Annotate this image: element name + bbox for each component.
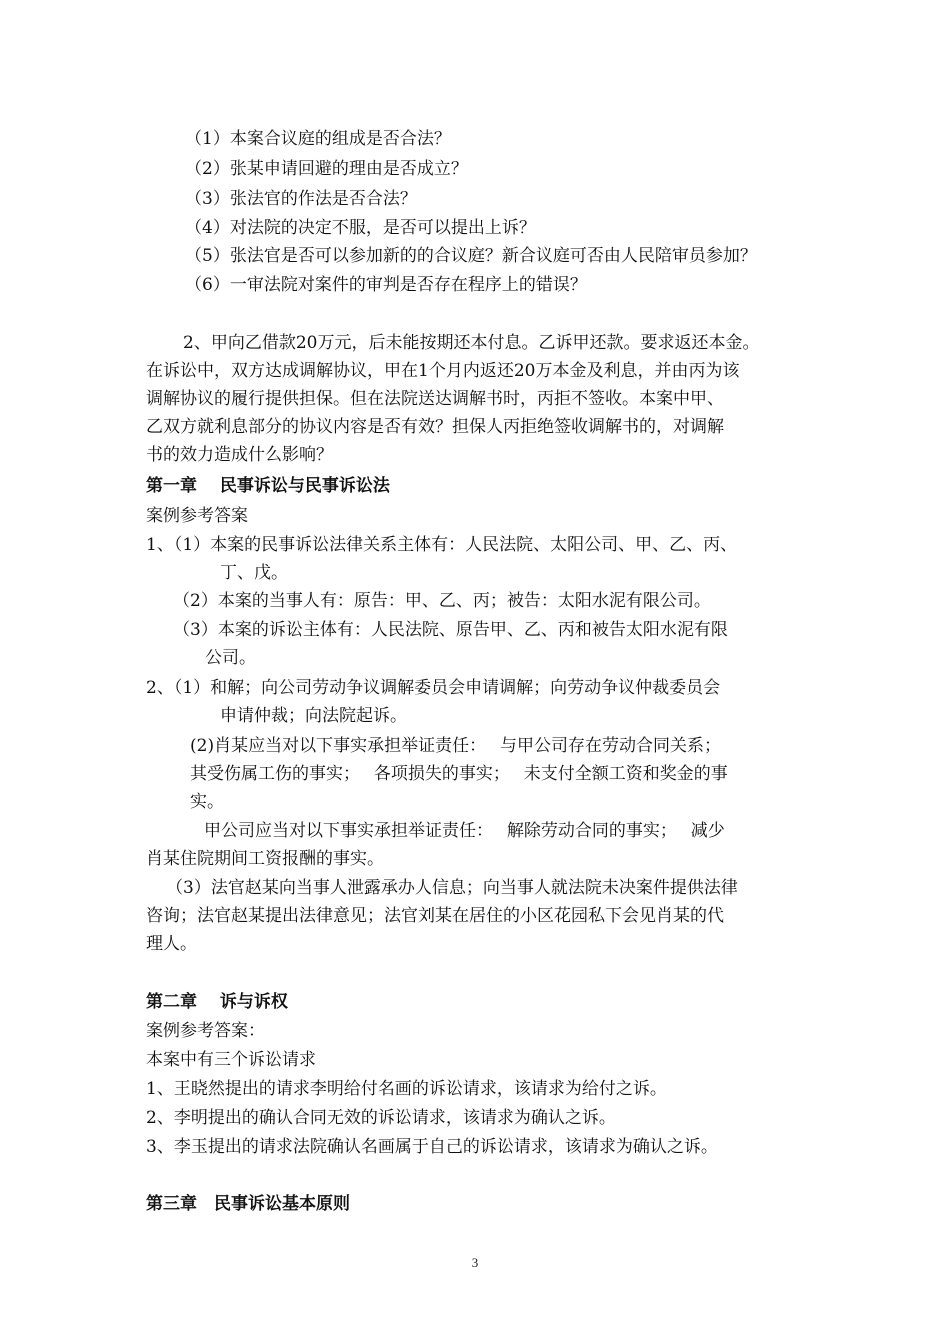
case2-line-3: 调解协议的履行提供担保。但在法院送达调解书时，丙拒不签收。本案中甲、 xyxy=(146,389,724,409)
ch1-a2-line-1: 2、（1）和解；向公司劳动争议调解委员会申请调解；向劳动争议仲裁委员会 xyxy=(146,678,721,698)
question-3: （3）张法官的作法是否合法？ xyxy=(185,189,417,209)
ch2-item-2: 2、李明提出的确认合同无效的诉讼请求，该请求为确认之诉。 xyxy=(146,1108,616,1128)
chapter2-subtitle: 案例参考答案： xyxy=(146,1021,265,1041)
chapter1-subtitle: 案例参考答案 xyxy=(146,506,248,526)
question-2: （2）张某申请回避的理由是否成立？ xyxy=(185,159,468,179)
ch1-a2-line-7: 肖某住院期间工资报酬的事实。 xyxy=(146,849,384,869)
ch1-a2-line-3: (2)肖某应当对以下事实承担举证责任： 与甲公司存在劳动合同关系； xyxy=(190,736,721,756)
chapter3-title: 第三章 民事诉讼基本原则 xyxy=(146,1194,350,1214)
ch1-a2-line-10: 理人。 xyxy=(146,934,197,954)
ch1-a1-line-2: 丁、戊。 xyxy=(220,563,288,583)
case2-line-5: 书的效力造成什么影响？ xyxy=(146,445,333,465)
ch1-a2-line-6: 甲公司应当对以下事实承担举证责任： 解除劳动合同的事实； 减少 xyxy=(204,821,725,841)
chapter2-title: 第二章 诉与诉权 xyxy=(146,992,288,1012)
case2-line-1: 2、甲向乙借款20万元，后未能按期还本付息。乙诉甲还款。要求返还本金。 xyxy=(183,333,760,353)
ch2-item-3: 3、李玉提出的请求法院确认名画属于自己的诉讼请求，该请求为确认之诉。 xyxy=(146,1137,718,1157)
question-1: （1）本案合议庭的组成是否合法？ xyxy=(185,129,451,149)
ch1-a1-line-3: （2）本案的当事人有：原告：甲、乙、丙；被告：太阳水泥有限公司。 xyxy=(173,591,711,611)
chapter1-title: 第一章 民事诉讼与民事诉讼法 xyxy=(146,476,390,496)
case2-line-2: 在诉讼中，双方达成调解协议，甲在1个月内返还20万本金及利息，并由丙为该 xyxy=(146,361,740,381)
ch1-a1-line-5: 公司。 xyxy=(205,648,256,668)
case2-line-4: 乙双方就利息部分的协议内容是否有效？担保人丙拒绝签收调解书的，对调解 xyxy=(146,417,724,437)
ch1-a2-line-5: 实。 xyxy=(190,792,224,812)
ch1-a2-line-2: 申请仲裁；向法院起诉。 xyxy=(220,706,407,726)
ch1-a2-line-4: 其受伤属工伤的事实； 各项损失的事实； 未支付全额工资和奖金的事 xyxy=(190,764,728,784)
question-5: （5）张法官是否可以参加新的的合议庭？新合议庭可否由人民陪审员参加？ xyxy=(185,246,757,266)
ch1-a2-line-9: 咨询；法官赵某提出法律意见；法官刘某在居住的小区花园私下会见肖某的代 xyxy=(146,906,724,926)
question-4: （4）对法院的决定不服，是否可以提出上诉？ xyxy=(185,218,536,238)
question-6: （6）一审法院对案件的审判是否存在程序上的错误？ xyxy=(185,275,587,295)
ch1-a1-line-1: 1、（1）本案的民事诉讼法律关系主体有：人民法院、太阳公司、甲、乙、丙、 xyxy=(146,535,738,555)
chapter2-intro: 本案中有三个诉讼请求 xyxy=(146,1050,316,1070)
ch1-a1-line-4: （3）本案的诉讼主体有：人民法院、原告甲、乙、丙和被告太阳水泥有限 xyxy=(173,620,728,640)
page-number: 3 xyxy=(471,1255,479,1270)
ch2-item-1: 1、王晓然提出的请求李明给付名画的诉讼请求，该请求为给付之诉。 xyxy=(146,1079,667,1099)
ch1-a2-line-8: （3）法官赵某向当事人泄露承办人信息；向当事人就法院未决案件提供法律 xyxy=(166,878,738,898)
